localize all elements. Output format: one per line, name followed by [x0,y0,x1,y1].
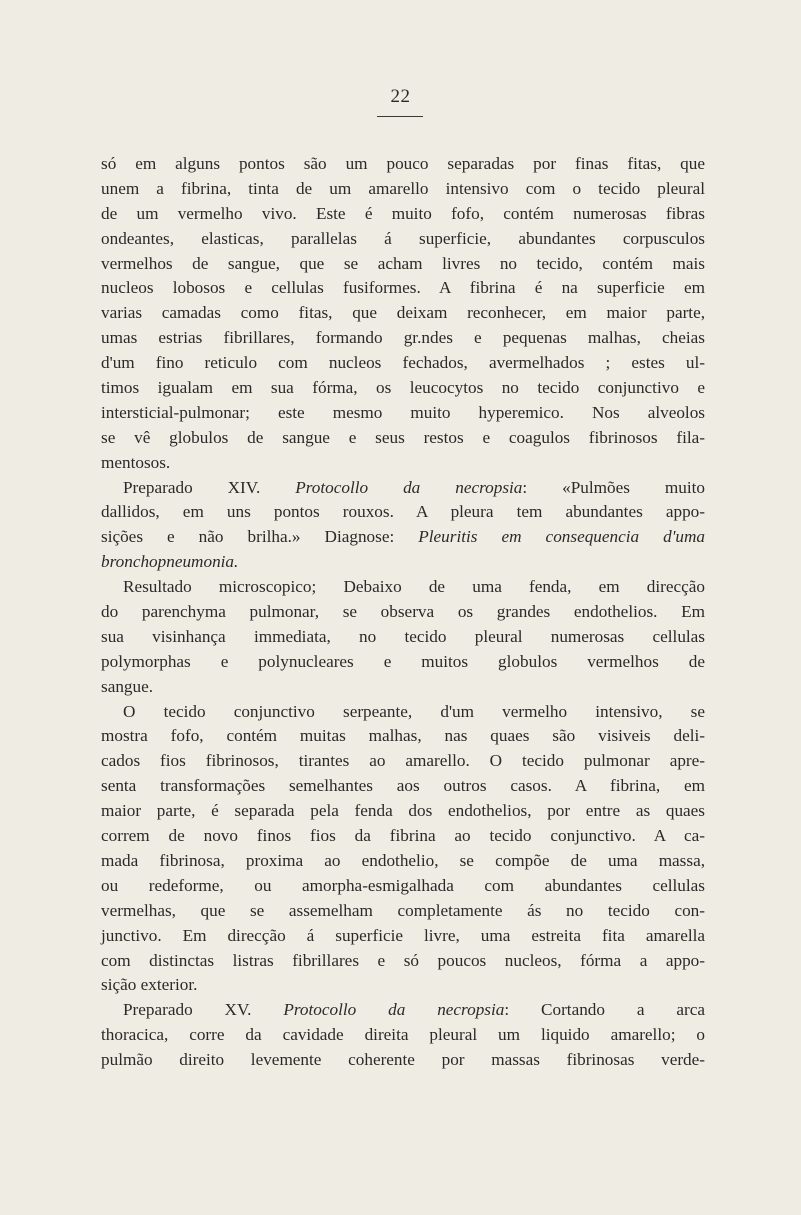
text-line [101,326,705,351]
text-line [101,973,705,998]
text-run: dallidos, em uns pontos rouxos. A pleura tem abundantes appo- [101,502,705,522]
text-line [101,451,705,476]
text-line [101,824,705,849]
text-run: maior parte, é separada pela fenda dos endothelios, por entre as quaes [101,801,705,821]
text-run: Resultado microscopico; Debaixo de uma fenda, em direcção [123,577,705,597]
text-line [101,700,705,725]
text-line [101,426,705,451]
text-line [101,351,705,376]
italic-text: Pleuritis em consequencia d'uma [418,527,705,547]
text-run: se vê globulos de sangue e seus restos e coagulos fibrinosos fila- [101,427,705,447]
text-run: do parenchyma pulmonar, se observa os grandes endothelios. Em [101,602,705,622]
text-line [101,1023,705,1048]
text-run: junctivo. Em direcção á superficie livre, uma estreita fita amarella [101,925,705,945]
text-line [101,899,705,924]
text-run: unem a fibrina, tinta de um amarello intensivo com o tecido pleural [101,178,705,198]
text-run: pulmão direito levemente coherente por massas fibrinosas verde- [101,1050,705,1070]
text-run: O tecido conjunctivo serpeante, d'um vermelho intensivo, se [123,701,705,721]
text-line [101,799,705,824]
text-run: senta transformações semelhantes aos outros casos. A fibrina, em [101,776,705,796]
text-run: correm de novo finos fios da fibrina ao tecido conjunctivo. A ca- [101,826,705,846]
text-line [101,575,705,600]
text-line [101,401,705,426]
italic-text: Protocollo da necropsia [283,1000,505,1020]
text-line [101,152,705,177]
text-line [101,252,705,277]
text-line [101,227,705,252]
text-line [101,177,705,202]
text-line [101,874,705,899]
text-line [101,1048,705,1073]
text-line [101,998,705,1023]
header-rule [377,116,423,117]
text-run: mostra fofo, contém muitas malhas, nas quaes são visiveis deli- [101,726,705,746]
text-run: sangue. [101,676,154,696]
text-run: : Cortando a arca [504,1000,706,1020]
text-line [101,550,705,575]
text-line [101,849,705,874]
text-run: só em alguns pontos são um pouco separadas por finas fitas, que [101,154,705,173]
text-run: vermelhos de sangue, que se acham livres no tecido, contém mais [101,253,705,273]
text-run: ondeantes, elasticas, parallelas á superficie, abundantes corpusculos [101,228,705,248]
text-run: sua visinhança immediata, no tecido pleural numerosas cellulas [101,626,705,646]
text-line [101,749,705,774]
text-line [101,476,705,501]
text-run: thoracica, corre da cavidade direita pleural um liquido amarello; o [101,1025,705,1045]
text-line [101,525,705,550]
text-run: d'um fino reticulo com nucleos fechados, avermelhados ; estes ul- [101,353,705,373]
text-line [101,949,705,974]
text-run: varias camadas como fitas, que deixam reconhecer, em maior parte, [101,303,705,323]
text-run: sição exterior. [101,975,198,995]
text-run: mentosos. [101,452,171,472]
text-run: com distinctas listras fibrillares e só poucos nucleos, fórma a appo- [101,950,705,970]
text-line [101,625,705,650]
text-line [101,924,705,949]
text-line [101,376,705,401]
italic-text: bronchopneumonia. [101,552,239,572]
text-line [101,276,705,301]
text-line [101,500,705,525]
text-run: vermelhas, que se assemelham completamente ás no tecido con- [101,900,705,920]
text-run: cados fios fibrinosos, tirantes ao amarello. O tecido pulmonar apre- [101,751,705,771]
text-run: intersticial-pulmonar; este mesmo muito hyperemico. Nos alveolos [101,402,705,422]
text-run: sições e não brilha.» Diagnose: [101,527,419,547]
text-run: : «Pulmões muito [522,477,705,497]
text-run: polymorphas e polynucleares e muitos globulos vermelhos de [101,651,705,671]
text-run: mada fibrinosa, proxima ao endothelio, se compõe de uma massa, [101,850,705,870]
text-line [101,600,705,625]
text-run: de um vermelho vivo. Este é muito fofo, contém numerosas fibras [101,203,705,223]
italic-text: Protocollo da necropsia [295,477,523,497]
text-line [101,675,705,700]
text-line [101,774,705,799]
body-text [101,152,705,1073]
text-line [101,650,705,675]
text-run: umas estrias fibrillares, formando gr.ndes e pequenas malhas, cheias [101,328,705,348]
text-line [101,202,705,227]
text-run: nucleos lobosos e cellulas fusiformes. A fibrina é na superficie em [101,278,705,298]
text-run: timos igualam em sua fórma, os leucocytos no tecido conjunctivo e [101,378,705,398]
text-run: Preparado XV. [123,1000,284,1020]
text-line [101,301,705,326]
text-run: Preparado XIV. [123,477,296,497]
text-line [101,724,705,749]
page-number: 22 [390,86,411,107]
text-run: ou redeforme, ou amorpha-esmigalhada com abundantes cellulas [101,875,705,895]
